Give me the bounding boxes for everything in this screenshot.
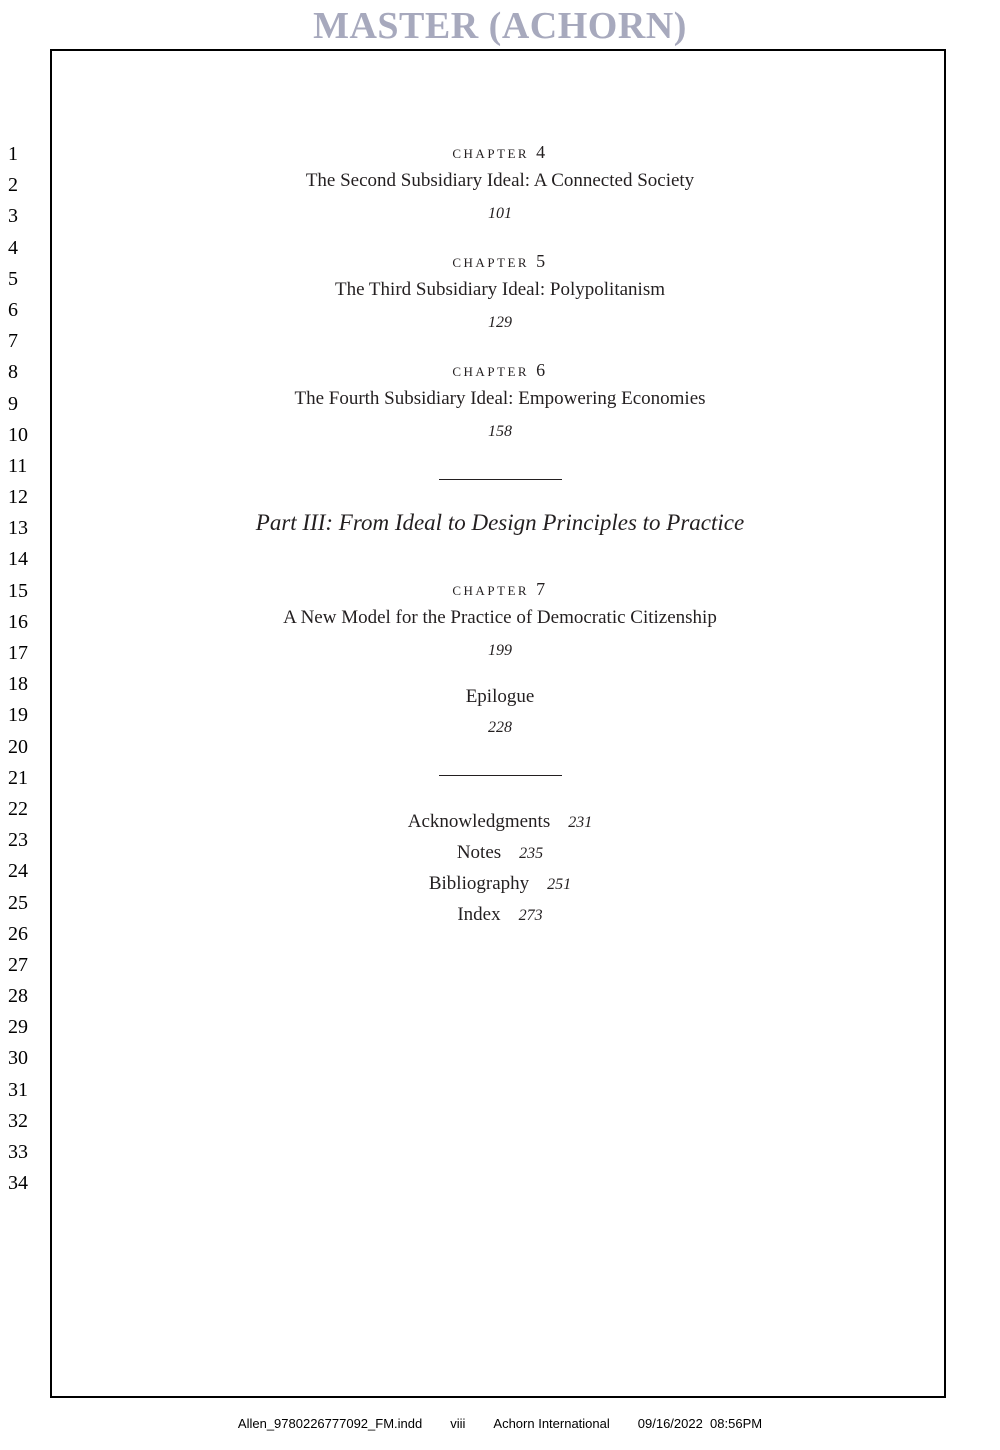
line-number: 34 bbox=[8, 1172, 28, 1195]
line-number: 10 bbox=[8, 423, 28, 446]
epilogue-page-number: 228 bbox=[488, 719, 512, 736]
chapter-title: A New Model for the Practice of Democratic Citizenship bbox=[283, 607, 717, 628]
line-number: 4 bbox=[8, 236, 18, 259]
chapter-title: The Second Subsidiary Ideal: A Connected Society bbox=[305, 170, 695, 191]
line-number: 33 bbox=[8, 1141, 28, 1163]
line-number: 5 bbox=[8, 267, 18, 290]
chapter-label: chapter 6 bbox=[452, 360, 548, 380]
divider-rule bbox=[439, 775, 562, 776]
back-matter-title: Bibliography bbox=[428, 873, 530, 894]
divider-rule bbox=[439, 479, 562, 480]
line-number: 20 bbox=[8, 735, 28, 758]
line-numbers bbox=[8, 139, 44, 1199]
line-number: 3 bbox=[8, 205, 18, 228]
back-matter-title: Acknowledgments bbox=[407, 811, 551, 832]
back-matter-title: Index bbox=[457, 904, 501, 925]
footer-filename: Allen_9780226777092_FM.indd bbox=[237, 1416, 423, 1431]
chapter-title: The Fourth Subsidiary Ideal: Empowering Economies bbox=[294, 388, 706, 409]
back-matter-item bbox=[52, 873, 948, 895]
chapter-title: The Third Subsidiary Ideal: Polypolitanism bbox=[334, 279, 665, 300]
footer-company: Achorn International bbox=[493, 1416, 610, 1431]
line-number: 2 bbox=[8, 174, 18, 197]
watermark: MASTER (ACHORN) bbox=[313, 5, 687, 47]
line-number: 7 bbox=[8, 330, 18, 353]
line-number: 13 bbox=[8, 517, 28, 540]
line-number: 23 bbox=[8, 829, 28, 852]
line-number: 8 bbox=[8, 361, 18, 384]
epilogue-title: Epilogue bbox=[465, 686, 535, 707]
line-number: 14 bbox=[8, 548, 28, 571]
back-matter-page: 273 bbox=[518, 907, 543, 924]
part-title: Part III: From Ideal to Design Principles to Practice bbox=[255, 510, 745, 535]
back-matter-title: Notes bbox=[456, 842, 502, 863]
line-number: 27 bbox=[8, 953, 28, 976]
toc-content bbox=[52, 0, 948, 1450]
line-number: 24 bbox=[8, 860, 28, 883]
line-number: 15 bbox=[8, 579, 28, 602]
back-matter-item bbox=[52, 904, 948, 926]
line-number: 25 bbox=[8, 891, 28, 914]
back-matter-item bbox=[52, 842, 948, 864]
back-matter-page: 251 bbox=[547, 876, 572, 893]
back-matter-page: 231 bbox=[568, 814, 593, 831]
chapter-label: chapter 5 bbox=[452, 251, 548, 271]
line-number: 32 bbox=[8, 1109, 28, 1132]
chapter-page-number: 129 bbox=[488, 314, 512, 331]
back-matter-item bbox=[52, 811, 948, 833]
line-number: 26 bbox=[8, 922, 28, 945]
line-number: 18 bbox=[8, 673, 28, 696]
line-number: 30 bbox=[8, 1047, 28, 1070]
line-number: 9 bbox=[8, 392, 18, 415]
chapter-page-number: 101 bbox=[488, 205, 512, 222]
line-number: 1 bbox=[8, 143, 18, 165]
line-number: 16 bbox=[8, 610, 28, 633]
line-number: 17 bbox=[8, 642, 28, 664]
back-matter-page: 235 bbox=[519, 845, 544, 862]
footer-page: viii bbox=[450, 1416, 466, 1431]
line-number: 12 bbox=[8, 486, 28, 509]
chapter-label: chapter 7 bbox=[452, 579, 548, 599]
line-number: 31 bbox=[8, 1078, 28, 1101]
line-number: 28 bbox=[8, 985, 28, 1008]
chapter-label: chapter 4 bbox=[452, 142, 548, 162]
line-number: 11 bbox=[8, 454, 28, 477]
line-number: 22 bbox=[8, 797, 28, 820]
chapter-page-number: 158 bbox=[488, 423, 512, 440]
print-footer bbox=[0, 1416, 1000, 1431]
footer-datetime: 09/16/2022 08:56PM bbox=[637, 1416, 763, 1431]
line-number: 21 bbox=[8, 766, 28, 789]
line-number: 19 bbox=[8, 704, 28, 727]
line-number: 29 bbox=[8, 1016, 28, 1039]
line-number: 6 bbox=[8, 298, 18, 321]
chapter-page-number: 199 bbox=[488, 642, 512, 659]
